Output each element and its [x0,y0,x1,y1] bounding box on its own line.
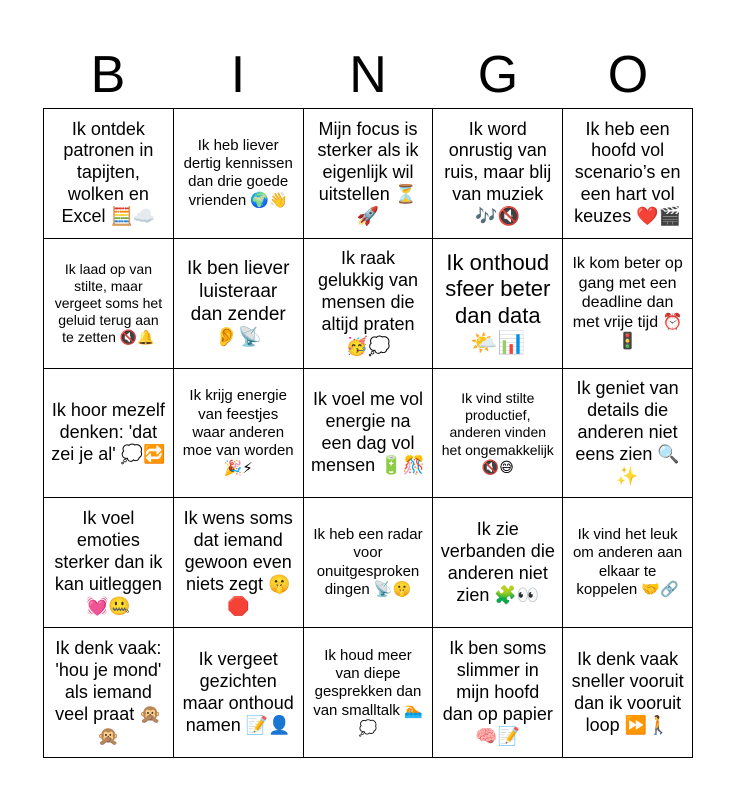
cell-text: Ik vind het leuk om anderen aan elkaar te koppelen 🤝🔗 [572,526,683,599]
cell-text: Ik geniet van details die anderen niet eens zien 🔍✨ [575,378,680,486]
cell-text: Ik denk vaak: 'hou je mond' als iemand veel praat 🙊🙊 [55,637,162,746]
bingo-cell[interactable] [563,498,693,628]
cell-text: Ik ontdek patronen in tapijten, wolken en Excel 🧮☁️ [61,118,156,227]
bingo-cell[interactable] [44,369,174,499]
cell-text: Ik kom beter op gang met een deadline dan met vrije tijd ⏰🚦 [572,255,683,351]
bingo-cell[interactable] [174,628,304,758]
bingo-cell[interactable] [563,239,693,369]
cell-text: Ik wens soms dat iemand gewoon even niets zegt 🤫🛑 [183,507,293,616]
bingo-cell[interactable] [44,498,174,628]
cell-text: Ik heb een hoofd vol scenario’s en een hart vol keuzes ❤️🎬 [574,118,682,227]
bingo-cell[interactable] [174,109,304,239]
bingo-cell[interactable] [44,239,174,369]
cell-text: Ik ben soms slimmer in mijn hoofd dan op papier 🧠📝 [442,637,553,746]
bingo-cell[interactable] [44,109,174,239]
header-letter-g: G [477,46,519,104]
bingo-cell[interactable] [563,109,693,239]
bingo-cell[interactable] [563,628,693,758]
header-letter-b: B [90,46,126,104]
header-letter-n: N [349,46,387,104]
bingo-cell[interactable] [174,498,304,628]
cell-text: Ik vind stilte productief, anderen vinden het ongemakkelijk 🔇😅 [441,390,554,475]
bingo-cell[interactable] [44,628,174,758]
cell-text: Ik raak gelukkig van mensen die altijd praten 🥳💭 [317,248,419,357]
cell-text: Ik ben liever luisteraar dan zender 👂📡 [186,257,290,349]
cell-text: Ik denk vaak sneller vooruit dan ik vooruit loop ⏩🚶 [571,648,684,735]
bingo-cell[interactable] [563,369,693,499]
bingo-cell[interactable] [433,628,563,758]
bingo-cell[interactable] [304,628,434,758]
header-letter-o: O [607,46,649,104]
bingo-cell[interactable] [174,369,304,499]
bingo-cell[interactable] [174,239,304,369]
cell-text: Mijn focus is sterker als ik eigenlijk wil uitstellen ⏳🚀 [317,118,419,227]
bingo-cell[interactable] [433,498,563,628]
cell-text: Ik krijg energie van feestjes waar anderen moe van worden 🎉⚡ [182,387,294,478]
cell-text: Ik heb een radar voor onuitgesproken dingen 📡🤫 [313,526,423,599]
bingo-cell[interactable] [304,498,434,628]
cell-text: Ik vergeet gezichten maar onthoud namen 📝👤 [182,648,294,735]
cell-text: Ik houd meer van diepe gesprekken dan van smalltalk 🏊💭 [313,646,423,738]
cell-text: Ik voel me vol energie na een dag vol mensen 🔋🎊 [311,389,425,475]
bingo-cell[interactable] [304,369,434,499]
cell-text: Ik heb liever dertig kennissen dan drie goede vrienden 🌍👋 [183,136,293,209]
bingo-cell[interactable] [304,239,434,369]
cell-text: Ik voel emoties sterker dan ik kan uitleggen 💓🤐 [54,507,163,616]
cell-text: Ik word onrustig van ruis, maar blij van muziek 🎶🔇 [444,118,552,227]
bingo-grid [43,108,693,758]
bingo-cell[interactable] [433,239,563,369]
cell-text: Ik laad op van stilte, maar vergeet soms het geluid terug aan te zetten 🔇🔔 [54,260,163,345]
bingo-cell[interactable] [433,369,563,499]
cell-text: Ik zie verbanden die anderen niet zien 🧩👀 [440,518,555,605]
bingo-header [43,42,693,108]
header-letter-i: I [230,46,246,104]
bingo-cell[interactable] [433,109,563,239]
cell-text: Ik onthoud sfeer beter dan data 🌤️📊 [445,249,551,356]
bingo-cell[interactable] [304,109,434,239]
cell-text: Ik hoor mezelf denken: 'dat zei je al' 💭🔁 [51,400,166,464]
